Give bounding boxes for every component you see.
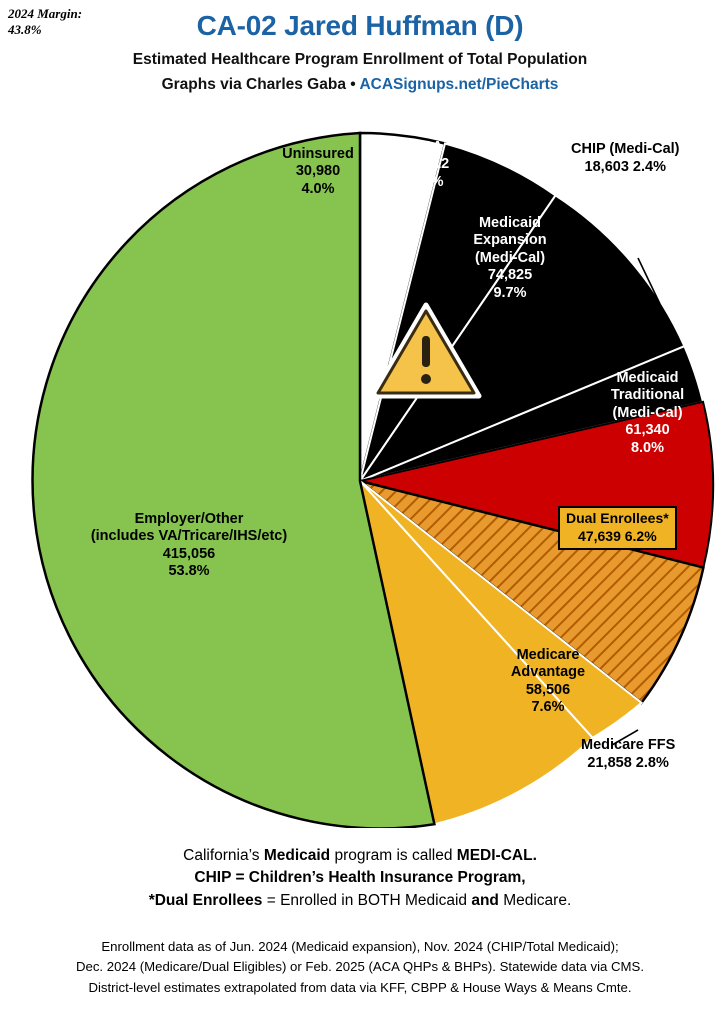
label-medicaid-traditional: Medicaid Traditional (Medi-Cal) 61,340 8.0%	[610, 370, 685, 456]
label-aca: ACA 42,612 5.5%	[404, 139, 450, 190]
credit-separator: •	[350, 76, 356, 93]
footnote-line-2: CHIP = Children’s Health Insurance Program,	[194, 869, 526, 887]
chart-subtitle: Estimated Healthcare Program Enrollment of Total Population	[132, 51, 588, 68]
margin-note-line1: 2024 Margin:	[8, 6, 83, 21]
credit-site: ACASignups.net/PieCharts	[359, 76, 559, 93]
credit-author: Graphs via Charles Gaba	[161, 76, 346, 93]
label-chip: CHIP (Medi-Cal) 18,603 2.4%	[571, 141, 680, 175]
pie-chart-svg	[0, 108, 720, 828]
label-medicaid-expansion: Medicaid Expansion (Medi-Cal) 74,825 9.7%	[473, 215, 547, 301]
source-line-1: Enrollment data as of Jun. 2024 (Medicaid expansion), Nov. 2024 (CHIP/Total Medicaid);	[101, 939, 619, 954]
page-title: CA-02 Jared Huffman (D)	[196, 10, 524, 41]
footnotes	[0, 845, 720, 912]
footnote-line-1: California’s Medicaid program is called MEDI-CAL.	[183, 847, 537, 864]
label-dual-enrollees: Dual Enrollees* 47,639 6.2%	[558, 506, 677, 550]
pie-chart	[0, 108, 720, 828]
label-uninsured: Uninsured 30,980 4.0%	[282, 146, 354, 197]
label-employer-other: Employer/Other (includes VA/Tricare/IHS/etc) 415,056 53.8%	[90, 511, 288, 580]
chart-credit	[0, 76, 720, 94]
margin-note-line2: 43.8%	[8, 22, 42, 38]
label-medicare-ffs: Medicare FFS 21,858 2.8%	[581, 737, 676, 771]
footnote-line-3: *Dual Enrollees = Enrolled in BOTH Medicaid and Medicare.	[148, 891, 572, 909]
label-medicare-advantage: Medicare Advantage 58,506 7.6%	[510, 647, 586, 716]
source-notes	[0, 937, 720, 998]
source-line-2: Dec. 2024 (Medicare/Dual Eligibles) or Feb. 2025 (ACA QHPs & BHPs). Statewide data via CMS.	[75, 959, 645, 975]
source-line-3: District-level estimates extrapolated from data via KFF, CBPP & House Ways & Means Cmte.	[88, 979, 632, 995]
